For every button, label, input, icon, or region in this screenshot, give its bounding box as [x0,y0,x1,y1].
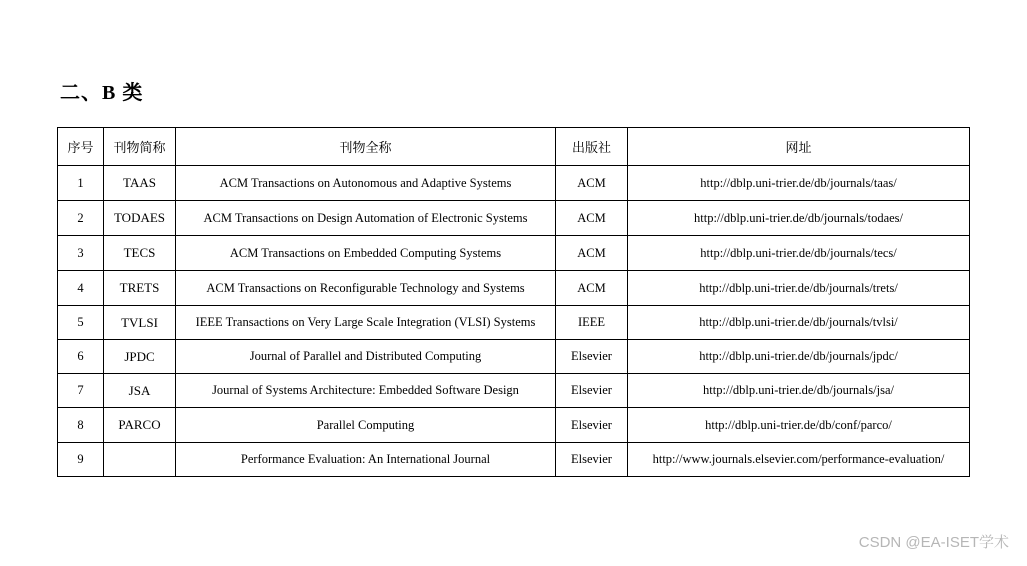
cell-index: 3 [58,236,104,271]
cell-full-name: IEEE Transactions on Very Large Scale Integration (VLSI) Systems [176,306,556,340]
cell-url: http://dblp.uni-trier.de/db/journals/trets/ [628,271,970,306]
cell-index: 1 [58,166,104,201]
cell-url: http://dblp.uni-trier.de/db/journals/tvlsi/ [628,306,970,340]
cell-publisher: ACM [556,166,628,201]
table-row [58,340,970,374]
header-index: 序号 [58,128,104,166]
cell-publisher: Elsevier [556,443,628,477]
cell-index: 7 [58,374,104,408]
cell-url: http://dblp.uni-trier.de/db/journals/todaes/ [628,201,970,236]
header-full-name: 刊物全称 [176,128,556,166]
cell-abbr: TRETS [104,271,176,306]
table-body [58,166,970,477]
cell-index: 4 [58,271,104,306]
cell-publisher: ACM [556,271,628,306]
cell-publisher: ACM [556,201,628,236]
cell-full-name: ACM Transactions on Embedded Computing Systems [176,236,556,271]
cell-full-name: Parallel Computing [176,408,556,443]
cell-abbr: PARCO [104,408,176,443]
table-row [58,408,970,443]
table-row [58,236,970,271]
header-publisher: 出版社 [556,128,628,166]
cell-publisher: Elsevier [556,340,628,374]
table-row [58,443,970,477]
table-row [58,306,970,340]
cell-abbr: TODAES [104,201,176,236]
cell-abbr: TAAS [104,166,176,201]
cell-full-name: ACM Transactions on Design Automation of Electronic Systems [176,201,556,236]
cell-index: 9 [58,443,104,477]
table-row [58,271,970,306]
cell-url: http://dblp.uni-trier.de/db/journals/taas/ [628,166,970,201]
cell-publisher: Elsevier [556,408,628,443]
cell-url: http://dblp.uni-trier.de/db/journals/jpdc/ [628,340,970,374]
journal-table [57,127,970,477]
cell-full-name: ACM Transactions on Reconfigurable Technology and Systems [176,271,556,306]
cell-abbr: JPDC [104,340,176,374]
cell-full-name: Journal of Parallel and Distributed Computing [176,340,556,374]
table-header [58,128,970,166]
cell-full-name: ACM Transactions on Autonomous and Adaptive Systems [176,166,556,201]
cell-abbr: JSA [104,374,176,408]
cell-url: http://dblp.uni-trier.de/db/conf/parco/ [628,408,970,443]
cell-publisher: Elsevier [556,374,628,408]
cell-abbr [104,443,176,477]
cell-index: 8 [58,408,104,443]
table-row [58,374,970,408]
cell-index: 2 [58,201,104,236]
cell-index: 6 [58,340,104,374]
cell-abbr: TECS [104,236,176,271]
section-title: 二、B 类 [60,82,144,104]
header-url: 网址 [628,128,970,166]
cell-publisher: IEEE [556,306,628,340]
cell-full-name: Performance Evaluation: An International Journal [176,443,556,477]
cell-url: http://dblp.uni-trier.de/db/journals/tecs/ [628,236,970,271]
table-row [58,201,970,236]
table-row [58,166,970,201]
cell-url: http://www.journals.elsevier.com/performance-evaluation/ [628,443,970,477]
table-header-row [58,128,970,166]
header-abbr: 刊物简称 [104,128,176,166]
cell-abbr: TVLSI [104,306,176,340]
cell-full-name: Journal of Systems Architecture: Embedded Software Design [176,374,556,408]
cell-publisher: ACM [556,236,628,271]
cell-index: 5 [58,306,104,340]
cell-url: http://dblp.uni-trier.de/db/journals/jsa/ [628,374,970,408]
watermark: CSDN @EA-ISET学术 [858,534,1009,551]
